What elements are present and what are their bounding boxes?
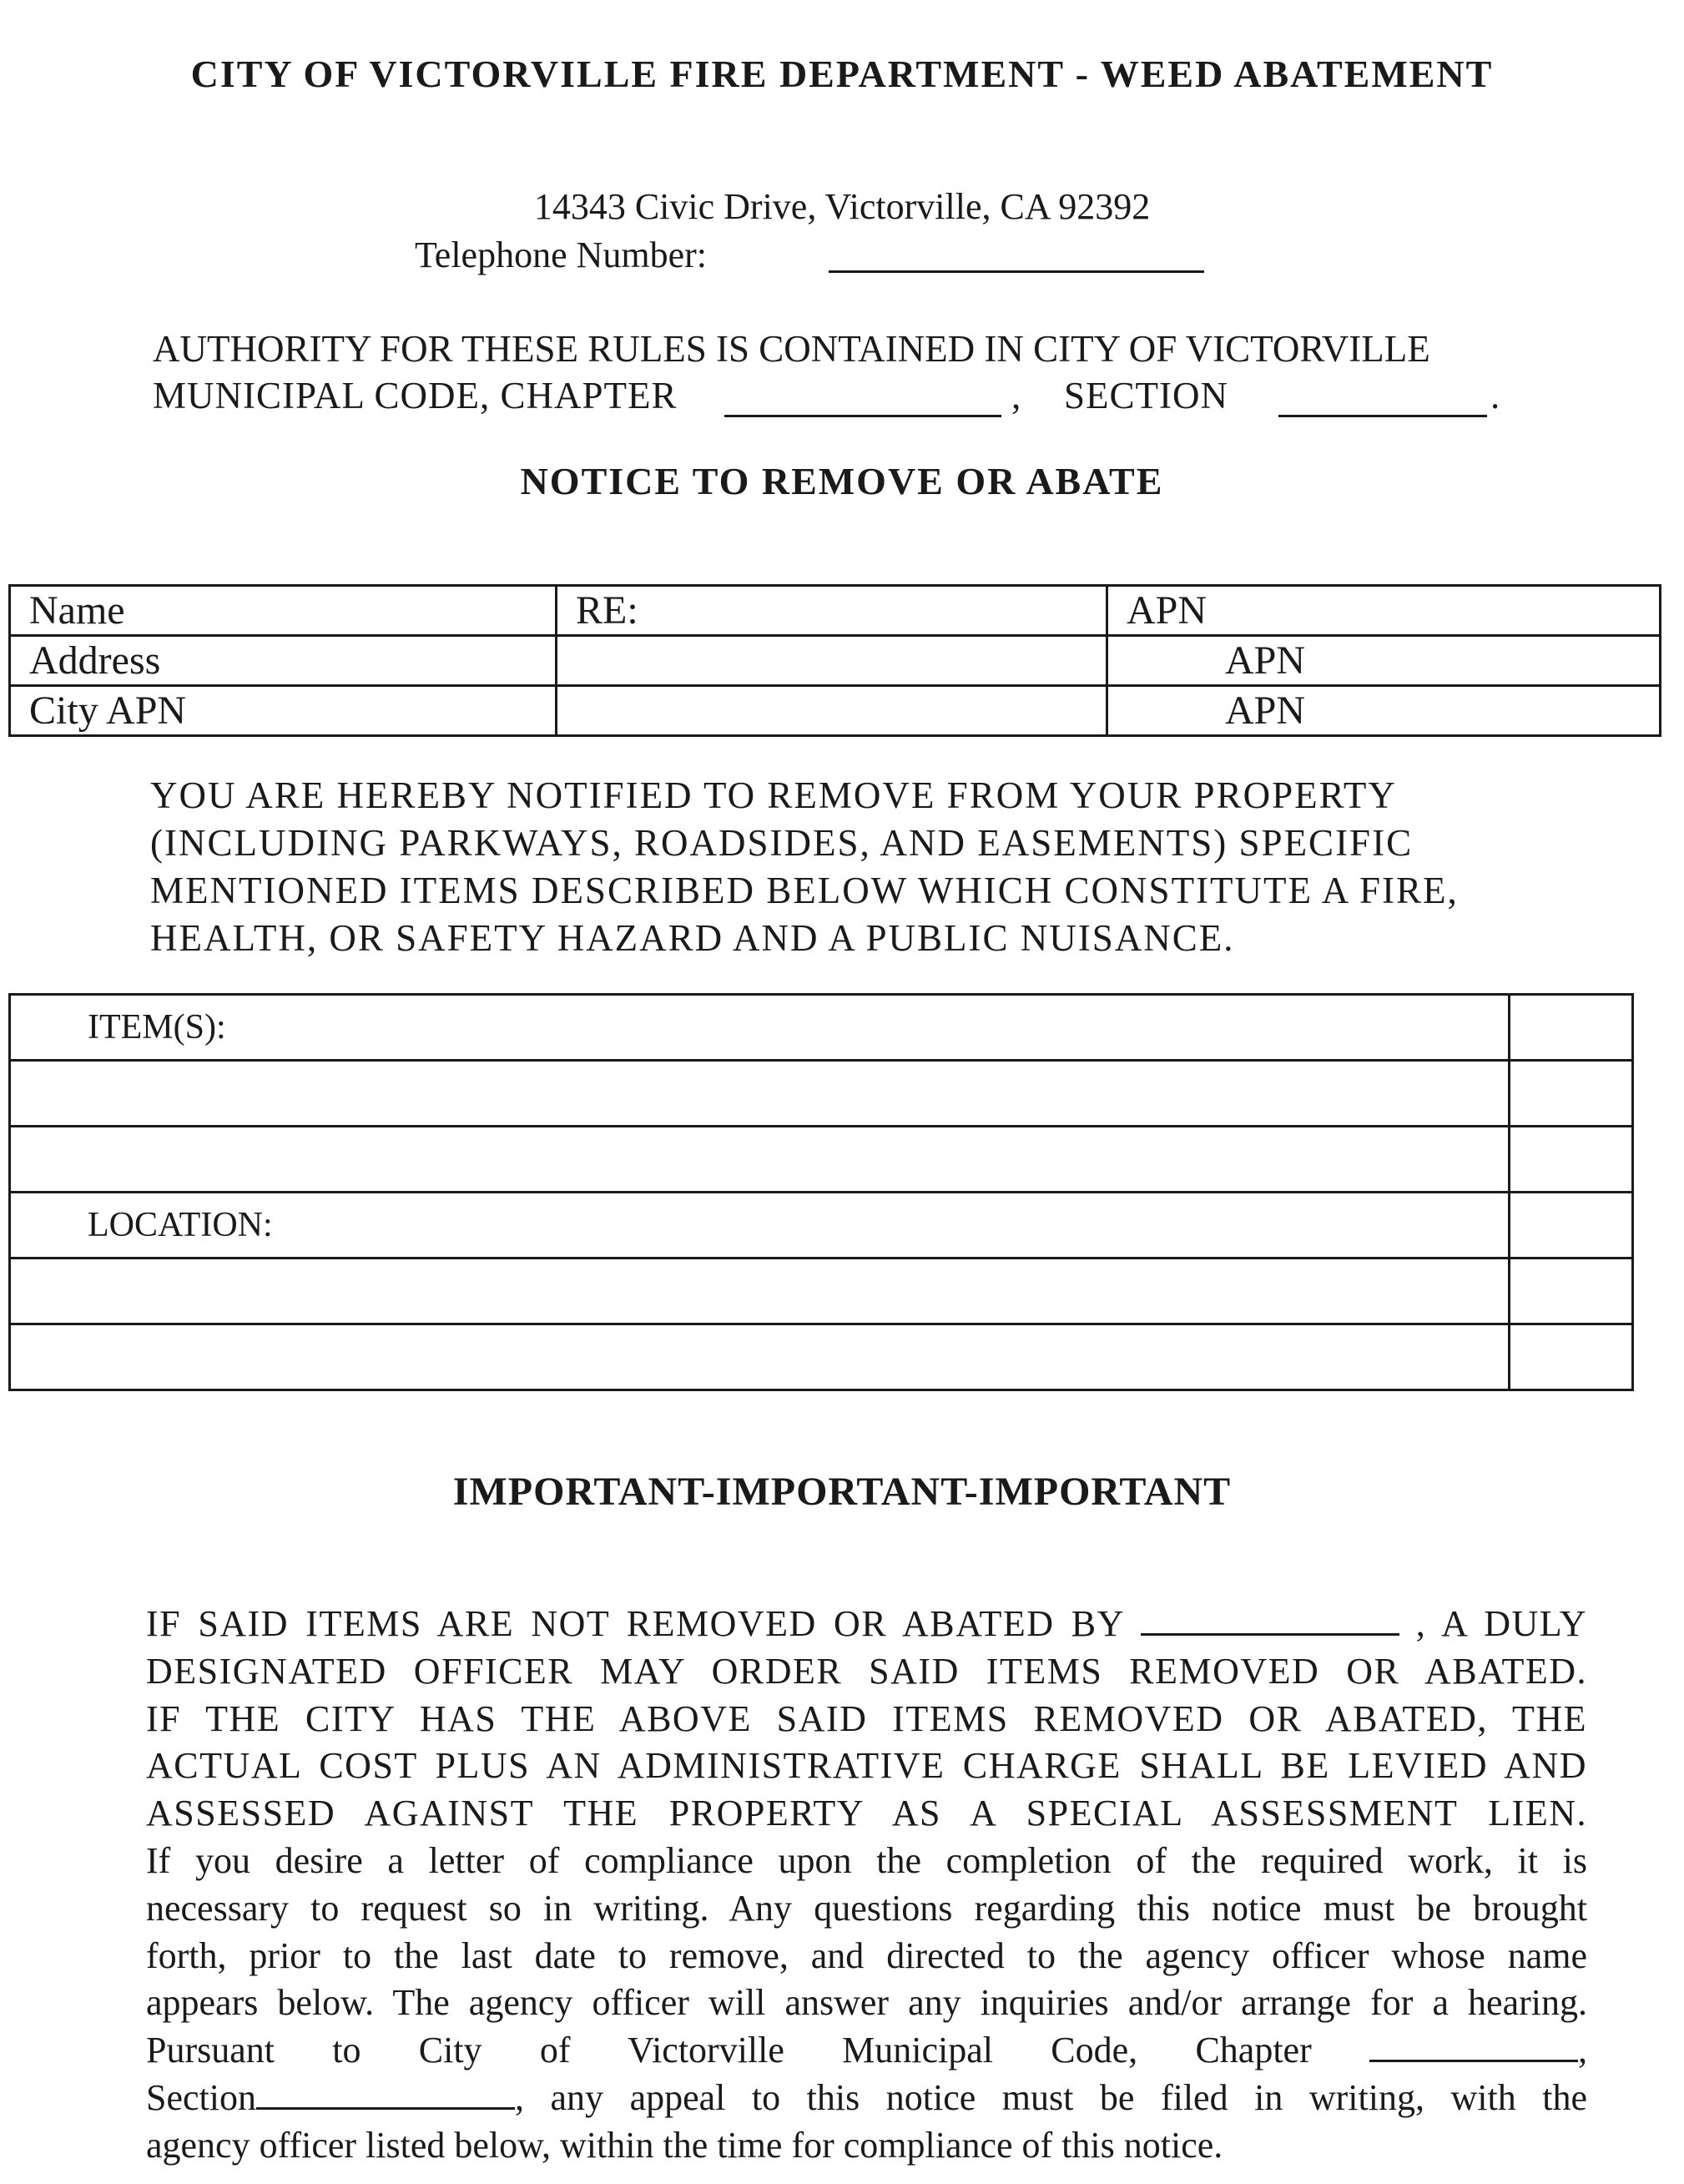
paragraph-text: , any appeal to this notice must be filed in writing, with the: [514, 2076, 1587, 2118]
chapter-blank[interactable]: [1369, 2035, 1578, 2062]
location-entry[interactable]: [10, 1324, 1510, 1390]
paragraph-line: ASSESSED AGAINST THE PROPERTY AS A SPECIAL ASSESSMENT LIEN.: [146, 1793, 1587, 1834]
address-field[interactable]: [557, 636, 1107, 686]
section-blank[interactable]: [256, 2082, 515, 2110]
owner-info-table: [8, 584, 1661, 737]
paragraph-text: Pursuant to City of Victorville Municipal Code, Chapter: [146, 2030, 1312, 2071]
items-entry[interactable]: [10, 1061, 1510, 1127]
paragraph-text: Section: [146, 2076, 256, 2118]
important-heading: IMPORTANT-IMPORTANT-IMPORTANT: [452, 1470, 1232, 1514]
check-cell[interactable]: [1510, 995, 1633, 1061]
city-apn-field[interactable]: [557, 686, 1107, 736]
paragraph-text: , A DULY: [1415, 1603, 1587, 1644]
items-location-table: [8, 993, 1634, 1391]
chapter-blank[interactable]: [724, 415, 1001, 417]
check-cell[interactable]: [1510, 1324, 1633, 1390]
hereby-notice: [150, 772, 1459, 962]
hereby-line: (INCLUDING PARKWAYS, ROADSIDES, AND EASEMENTS) SPECIFIC: [150, 822, 1414, 864]
authority-line-1: AUTHORITY FOR THESE RULES IS CONTAINED IN CITY OF VICTORVILLE: [153, 328, 1430, 370]
telephone-label: Telephone Number:: [415, 235, 708, 275]
paragraph-line: appears below. The agency officer will answer any inquiries and/or arrange for a hearing.: [146, 1982, 1587, 2024]
paragraph-line: agency officer listed below, within the time for compliance of this notice.: [146, 2124, 1223, 2166]
paragraph-text: ,: [1578, 2030, 1587, 2071]
paragraph-line: forth, prior to the last date to remove, and directed to the agency officer whose name: [146, 1934, 1587, 1976]
paragraph-line: IF THE CITY HAS THE ABOVE SAID ITEMS REMOVED OR ABATED, THE: [146, 1697, 1587, 1739]
section-blank[interactable]: [1278, 415, 1487, 417]
table-row: [10, 1258, 1633, 1324]
authority-comma: ,: [1011, 375, 1021, 416]
section-label: SECTION: [1064, 375, 1228, 416]
hereby-line: YOU ARE HEREBY NOTIFIED TO REMOVE FROM YOUR PROPERTY: [150, 774, 1397, 816]
items-entry[interactable]: [10, 1127, 1510, 1193]
table-row: [10, 1061, 1633, 1127]
table-row: [10, 1127, 1633, 1193]
city-apn-label: City APN: [10, 686, 557, 736]
paragraph-line: ACTUAL COST PLUS AN ADMINISTRATIVE CHARGE SHALL BE LEVIED AND: [146, 1745, 1587, 1787]
name-label: Name: [10, 586, 557, 636]
location-entry[interactable]: [10, 1258, 1510, 1324]
check-cell[interactable]: [1510, 1258, 1633, 1324]
notice-title: NOTICE TO REMOVE OR ABATE: [520, 460, 1164, 502]
table-row: [10, 586, 1661, 636]
table-row: [10, 1324, 1633, 1390]
table-row: [10, 995, 1633, 1061]
apn-field[interactable]: APN: [1107, 586, 1661, 636]
apn-field[interactable]: APN: [1107, 636, 1661, 686]
compliance-paragraph: [146, 1601, 1587, 2170]
department-address: 14343 Civic Drive, Victorville, CA 92392: [533, 186, 1151, 227]
hereby-line: MENTIONED ITEMS DESCRIBED BELOW WHICH CONSTITUTE A FIRE,: [150, 870, 1459, 911]
items-label[interactable]: ITEM(S):: [10, 995, 1510, 1061]
hereby-line: HEALTH, OR SAFETY HAZARD AND A PUBLIC NUISANCE.: [150, 917, 1235, 959]
table-row: [10, 1193, 1633, 1258]
paragraph-line: [146, 2075, 1587, 2122]
paragraph-line: If you desire a letter of compliance upon the completion of the required work, it is: [146, 1839, 1587, 1881]
paragraph-text: IF SAID ITEMS ARE NOT REMOVED OR ABATED BY: [146, 1603, 1124, 1644]
table-row: [10, 636, 1661, 686]
document-title: CITY OF VICTORVILLE FIRE DEPARTMENT - WEED ABATEMENT: [190, 53, 1494, 95]
table-row: [10, 686, 1661, 736]
apn-field[interactable]: APN: [1107, 686, 1661, 736]
address-label: Address: [10, 636, 557, 686]
paragraph-line: [146, 2027, 1587, 2075]
authority-line-2: MUNICIPAL CODE, CHAPTER: [153, 375, 678, 416]
paragraph-line: [146, 1601, 1587, 1648]
check-cell[interactable]: [1510, 1127, 1633, 1193]
authority-period: .: [1490, 375, 1500, 416]
telephone-blank[interactable]: [829, 270, 1204, 273]
paragraph-line: necessary to request so in writing. Any questions regarding this notice must be brought: [146, 1887, 1587, 1929]
check-cell[interactable]: [1510, 1061, 1633, 1127]
re-field[interactable]: RE:: [557, 586, 1107, 636]
location-label[interactable]: LOCATION:: [10, 1193, 1510, 1258]
check-cell[interactable]: [1510, 1193, 1633, 1258]
deadline-blank[interactable]: [1141, 1608, 1399, 1636]
paragraph-line: DESIGNATED OFFICER MAY ORDER SAID ITEMS REMOVED OR ABATED.: [146, 1650, 1587, 1692]
